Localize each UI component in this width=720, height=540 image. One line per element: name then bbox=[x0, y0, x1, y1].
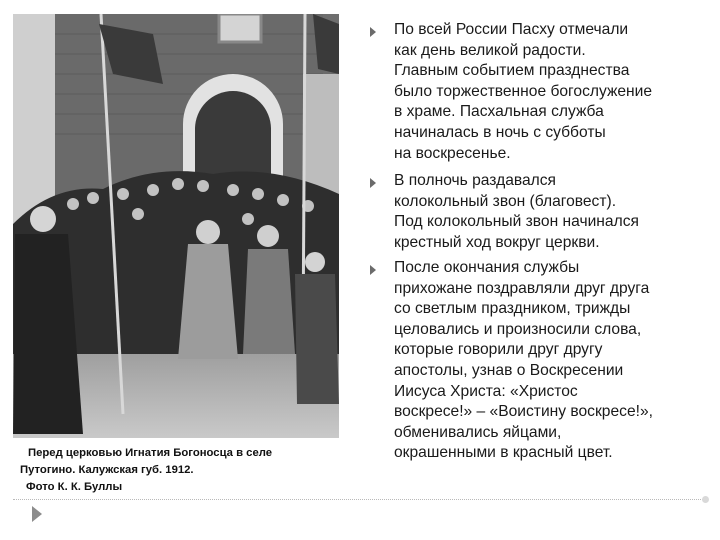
photo-caption bbox=[20, 445, 340, 496]
bullet-item bbox=[368, 171, 719, 253]
bullet-text: После окончания службы прихожане поздравляли друг друга со светлым праздником, трижды целовались и произносили слова, которые говорили друг другу апостолы, узнав о Воскресении Иисуса Христа: «Христос воскресе!» – «Воистину воскресе!», обменивались яйцами, окрашенными в красный цвет. bbox=[394, 259, 653, 462]
bullet-list bbox=[368, 20, 693, 462]
bullet-text: По всей России Пасху отмечали как день великой радости. Главным событием празднества было торжественное богослужение в храме. Пасхальная служба начиналась в ночь с субботы на воскресенье. bbox=[394, 21, 653, 162]
arrow-bullet-icon bbox=[370, 265, 376, 275]
caption-line: Перед церковью Игнатия Богоносца в селе bbox=[28, 447, 273, 459]
bullet-item bbox=[368, 258, 719, 464]
bullet-text: В полночь раздавался колокольный звон (благовест). Под колокольный звон начинался крестный ход вокруг церкви. bbox=[394, 172, 639, 251]
arrow-bullet-icon bbox=[370, 27, 376, 37]
next-slide-arrow-icon[interactable] bbox=[32, 506, 42, 522]
caption-line: Фото К. К. Буллы bbox=[26, 481, 123, 493]
arrow-bullet-icon bbox=[370, 178, 376, 188]
photo-illustration bbox=[13, 14, 339, 438]
historical-photo bbox=[13, 14, 339, 438]
footer-divider bbox=[13, 499, 703, 500]
divider-end-dot bbox=[702, 496, 709, 503]
bullet-item bbox=[368, 20, 693, 164]
caption-line: Путогино. Калужская губ. 1912. bbox=[20, 464, 194, 476]
